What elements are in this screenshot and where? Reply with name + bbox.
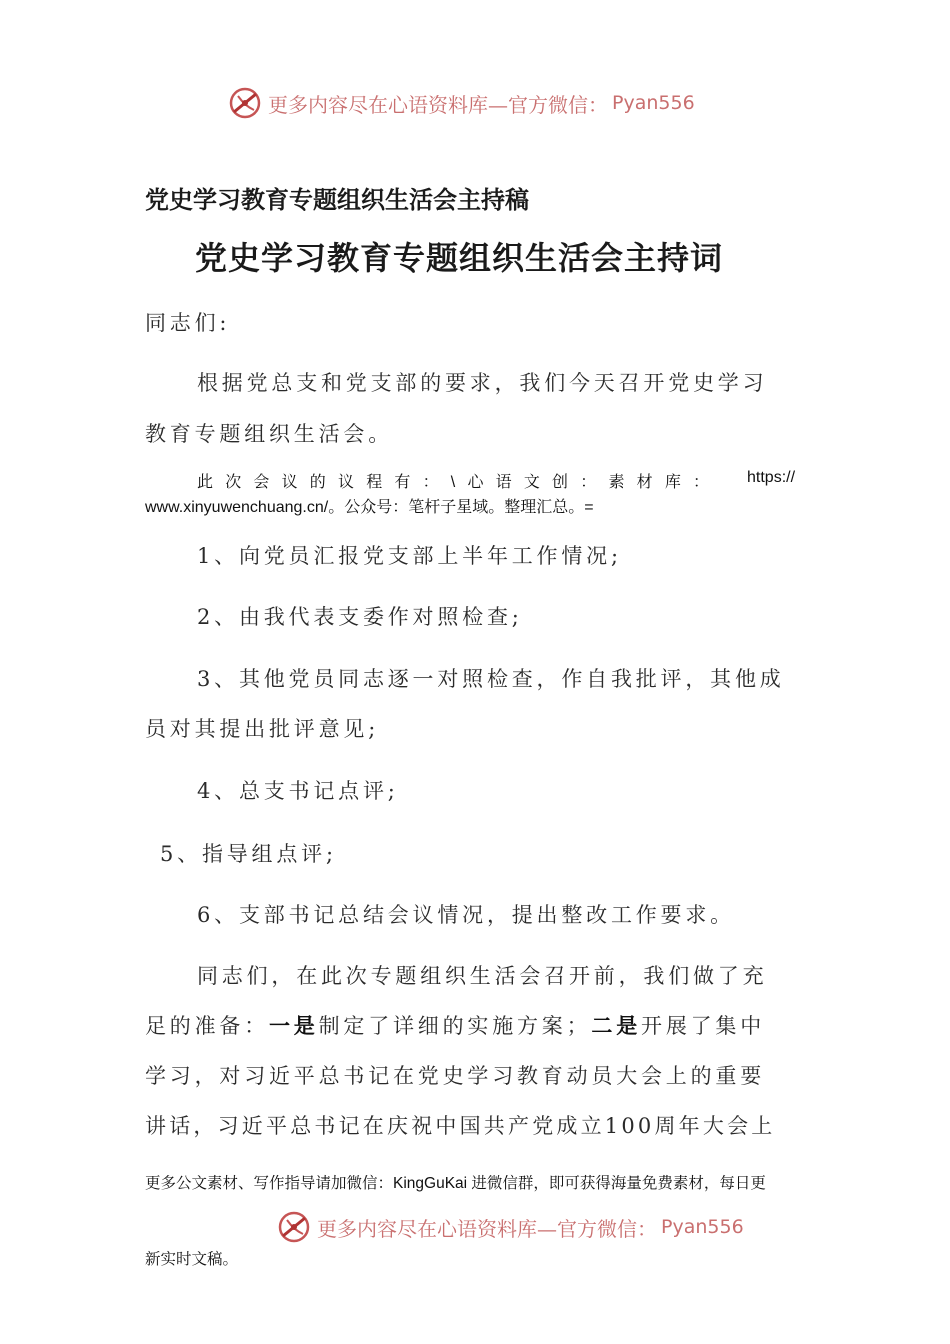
closing-line-2-e: 开展了集中 [641,1014,766,1038]
closing-emphasis-1: 一是 [269,1013,319,1038]
closing-line-2-a: 足的准备： [145,1014,269,1038]
closing-line-4: 讲话，习近平总书记在庆祝中国共产党成立100周年大会上 [145,1114,776,1138]
footer-banner-slogan: 更多内容尽在心语资料库—官方微信： [317,1216,657,1241]
agenda-item-3-line-2: 员对其提出批评意见; [145,717,380,741]
logo-icon [277,1210,311,1244]
intro-line-2: 教育专题组织生活会。 [145,422,393,446]
closing-line-2 [145,1010,765,1040]
agenda-intro-line-2: www.xinyuwenchuang.cn/。公众号：笔杆子星域。整理汇总。= [145,499,594,516]
footer-banner-wechat-id: Pyan556 [661,1216,744,1238]
agenda-intro-url: https:// [747,469,796,486]
footer-line-1: 更多公文素材、写作指导请加微信：KingGuKai 进微信群，即可获得海量免费素材，每日更 [145,1175,766,1192]
footer-banner [277,1210,744,1244]
agenda-item-3-line-1: 3、其他党员同志逐一对照检查，作自我批评，其他成 [197,667,785,691]
agenda-item-2: 2、由我代表支委作对照检查; [197,605,523,629]
logo-icon [228,86,262,120]
agenda-intro-text: 此次会议的议程有：\心语文创：素材库： [197,474,722,491]
closing-line-1: 同志们，在此次专题组织生活会召开前，我们做了充 [197,964,768,988]
banner-slogan: 更多内容尽在心语资料库—官方微信： [268,92,608,117]
closing-line-3: 学习，对习近平总书记在党史学习教育动员大会上的重要 [145,1064,765,1088]
banner-wechat-id: Pyan556 [612,92,695,114]
greeting: 同志们: [145,311,231,335]
main-title: 党史学习教育专题组织生活会主持词 [195,239,724,277]
intro-line-1: 根据党总支和党支部的要求，我们今天召开党史学习 [197,371,768,395]
doc-title: 党史学习教育专题组织生活会主持稿 [145,186,529,214]
agenda-item-5: 5、指导组点评; [160,842,337,866]
header-banner [228,86,695,120]
agenda-item-1: 1、向党员汇报党支部上半年工作情况; [197,544,622,568]
closing-line-2-c: 制定了详细的实施方案； [318,1014,592,1038]
footer-line-2: 新实时文稿。 [145,1251,239,1268]
agenda-item-4: 4、总支书记点评; [197,779,399,803]
agenda-item-6: 6、支部书记总结会议情况，提出整改工作要求。 [197,903,735,927]
agenda-intro-line-1 [197,469,721,492]
closing-emphasis-2: 二是 [591,1013,642,1038]
